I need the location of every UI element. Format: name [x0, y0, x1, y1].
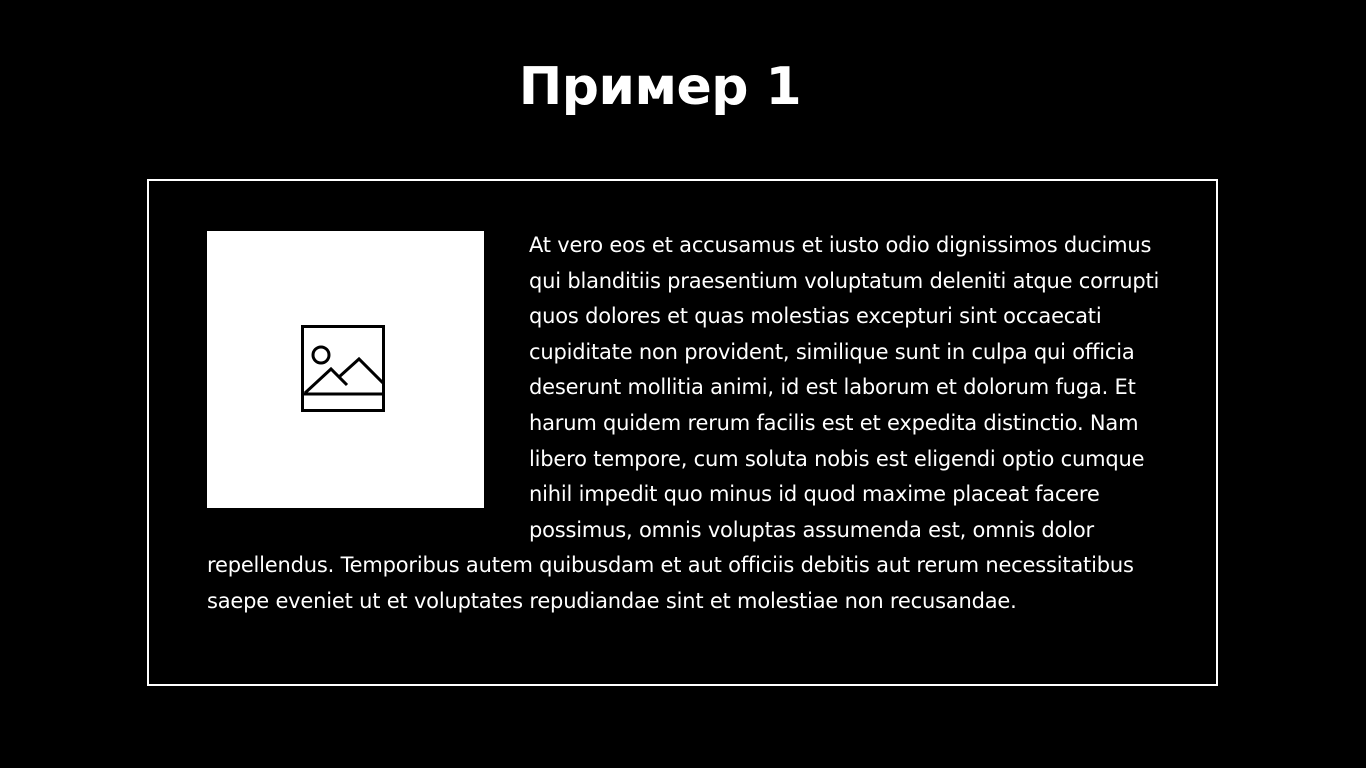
- body-text: At vero eos et accusamus et iusto odio dignissimos ducimus qui blanditiis praesentium voluptatum deleniti atque corrupti quos dolores et quas molestias excepturi sint occaecati cupiditate non provident, similique sunt in culpa qui officia deserunt mollitia animi, id est laborum et dolorum fuga. Et harum quidem rerum facilis est et expedita distinctio. Nam libero tempore, cum soluta nobis est eligendi optio cumque nihil impedit quo minus id quod maxime placeat facere possimus, omnis voluptas assumenda est, omnis dolor repellendus. Temporibus autem quibusdam et aut officiis debitis aut rerum necessitatibus saepe eveniet ut et voluptates repudiandae sint et molestiae non recusandae.: [207, 233, 1160, 613]
- slide-title: Пример 1: [518, 57, 802, 117]
- image-placeholder: [207, 231, 484, 508]
- content-block: [207, 228, 1172, 620]
- image-placeholder-icon: [301, 325, 385, 413]
- content-frame: [147, 179, 1218, 686]
